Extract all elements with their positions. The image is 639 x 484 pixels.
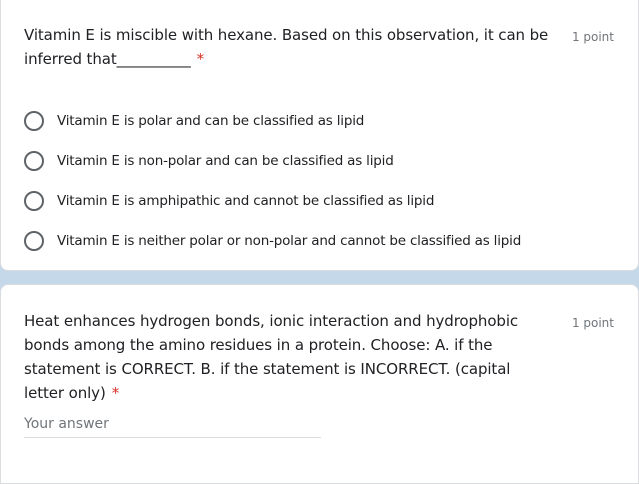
radio-button[interactable] (24, 231, 44, 251)
radio-option[interactable] (24, 181, 521, 221)
radio-option[interactable] (24, 221, 521, 261)
radio-button[interactable] (24, 191, 44, 211)
radio-button[interactable] (24, 151, 44, 171)
option-label: Vitamin E is amphipathic and cannot be classified as lipid (57, 193, 435, 209)
required-asterisk: * (111, 384, 120, 402)
question-text: Heat enhances hydrogen bonds, ionic interaction and hydrophobic bonds among the amino residues in a protein. Choose: A. if the statement is CORRECT. B. if the statement is INCORRECT. (capital letter only) (24, 312, 519, 402)
radio-option[interactable] (24, 101, 521, 141)
question-text: Vitamin E is miscible with hexane. Based on this observation, it can be inferred that__________ (24, 26, 549, 68)
option-label: Vitamin E is polar and can be classified as lipid (57, 113, 365, 129)
required-asterisk: * (196, 50, 205, 68)
points-label: 1 point (571, 30, 614, 44)
option-label: Vitamin E is non-polar and can be classified as lipid (57, 153, 394, 169)
question-card-2 (0, 284, 639, 484)
radio-group (24, 101, 521, 261)
question-title (24, 23, 554, 71)
radio-option[interactable] (24, 141, 521, 181)
answer-input[interactable] (24, 410, 321, 438)
points-label: 1 point (571, 316, 614, 330)
question-title (24, 309, 554, 405)
option-label: Vitamin E is neither polar or non-polar and cannot be classified as lipid (57, 233, 522, 249)
radio-button[interactable] (24, 111, 44, 131)
